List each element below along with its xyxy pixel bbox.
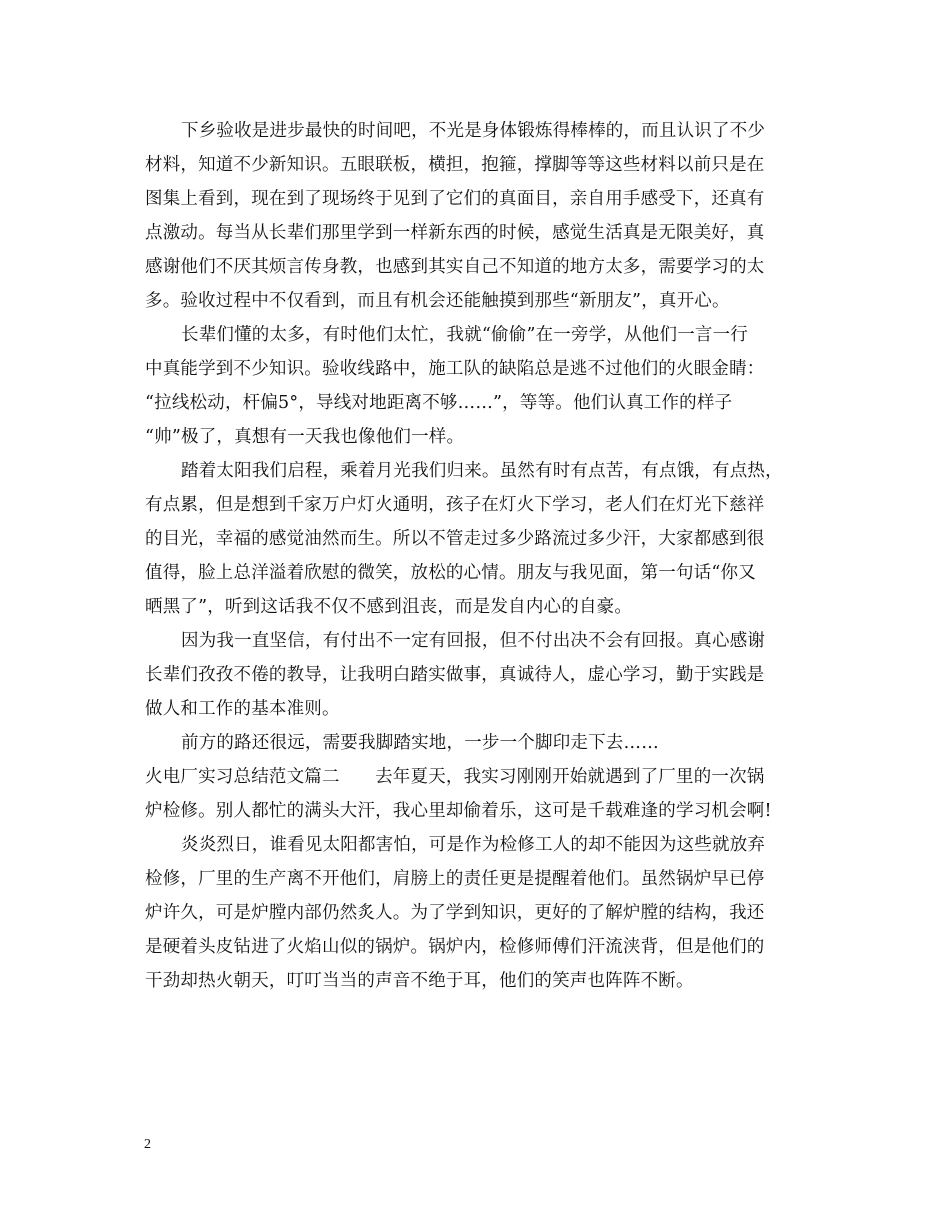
text-line: 多。验收过程中不仅看到，而且有机会还能触摸到那些“新朋友”，真开心。: [145, 291, 730, 311]
text-line: 点激动。每当从长辈们那里学到一样新东西的时候，感觉生活真是无限美好，真: [145, 223, 765, 243]
text-line: 炉检修。别人都忙的满头大汗，我心里却偷着乐，这可是千载难逢的学习机会啊!: [145, 801, 772, 821]
text-line: 干劲却热火朝天，叮叮当当的声音不绝于耳，他们的笑声也阵阵不断。: [145, 971, 694, 991]
text-line: 因为我一直坚信，有付出不一定有回报，但不付出决不会有回报。真心感谢: [181, 631, 766, 651]
text-line: 晒黑了”，听到这话我不仅不感到沮丧，而是发自内心的自豪。: [145, 597, 633, 617]
text-line: 有点累，但是想到千家万户灯火通明，孩子在灯火下学习，老人们在灯光下慈祥: [145, 495, 765, 515]
text-line: 中真能学到不少知识。验收线路中，施工队的缺陷总是逃不过他们的火眼金睛：: [145, 359, 765, 379]
text-line: 长辈们孜孜不倦的教导，让我明白踏实做事，真诚待人，虚心学习，勤于实践是: [145, 665, 765, 685]
text-line: 感谢他们不厌其烦言传身教，也感到其实自己不知道的地方太多，需要学习的太: [145, 257, 765, 277]
text-line: 值得，脸上总洋溢着欣慰的微笑，放松的心情。朋友与我见面，第一句话“你又: [145, 563, 756, 583]
text-line: 的目光，幸福的感觉油然而生。所以不管走过多少路流过多少汗，大家都感到很: [145, 529, 765, 549]
text-line: 炉许久，可是炉膛内部仍然炙人。为了学到知识，更好的了解炉膛的结构，我还: [145, 903, 765, 923]
text-line: 踏着太阳我们启程，乘着月光我们归来。虽然有时有点苦，有点饿，有点热，: [181, 461, 783, 481]
document-body: [145, 114, 807, 998]
text-line: 图集上看到，现在到了现场终于见到了它们的真面目，亲自用手感受下，还真有: [145, 189, 765, 209]
text-line: 火电厂实习总结范文篇二 去年夏天，我实习刚刚开始就遇到了厂里的一次锅: [145, 767, 765, 787]
page-number: 2: [144, 1137, 151, 1152]
text-line: “拉线松动，杆偏5°，导线对地距离不够……”，等等。他们认真工作的样子: [145, 393, 733, 413]
text-line: 下乡验收是进步最快的时间吧，不光是身体锻炼得棒棒的，而且认识了不少: [181, 121, 766, 141]
text-line: “帅”极了，真想有一天我也像他们一样。: [145, 427, 465, 447]
text-line: 材料，知道不少新知识。五眼联板，横担，抱箍，撑脚等等这些材料以前只是在: [145, 155, 765, 175]
text-line: 炎炎烈日，谁看见太阳都害怕，可是作为检修工人的却不能因为这些就放弃: [181, 835, 766, 855]
text-line: 是硬着头皮钻进了火焰山似的锅炉。锅炉内，检修师傅们汗流浃背，但是他们的: [145, 937, 765, 957]
text-line: 前方的路还很远，需要我脚踏实地，一步一个脚印走下去……: [181, 733, 659, 753]
text-line: 做人和工作的基本准则。: [145, 699, 340, 719]
text-line: 检修，厂里的生产离不开他们，肩膀上的责任更是提醒着他们。虽然锅炉早已停: [145, 869, 765, 889]
text-line: 长辈们懂的太多，有时他们太忙，我就“偷偷”在一旁学，从他们一言一行: [181, 325, 748, 345]
